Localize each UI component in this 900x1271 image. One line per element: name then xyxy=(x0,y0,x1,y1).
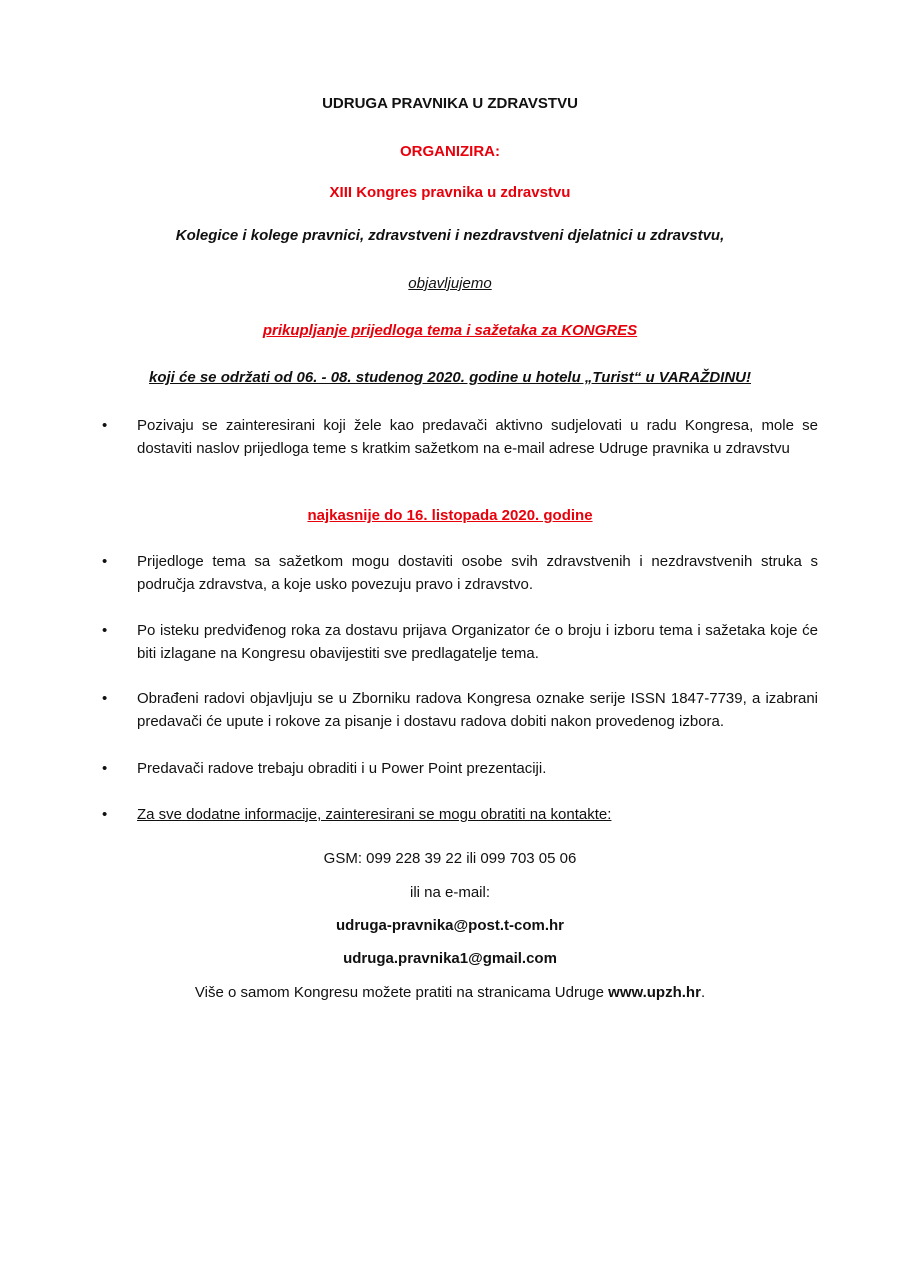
bullet-icon: • xyxy=(102,806,108,823)
list-item xyxy=(102,687,818,733)
bullet-icon: • xyxy=(102,760,108,777)
organizes-heading: ORGANIZIRA: xyxy=(400,143,500,160)
list-item-text: Pozivaju se zainteresirani koji žele kao predavači aktivno sudjelovati u radu Kongresa, mole se dostaviti naslov prijedloga teme s kratkim sažetkom na e-mail adrese Udruge pravnika u zdravstvu xyxy=(137,417,818,457)
more-info-text: Više o samom Kongresu možete pratiti na stranicama Udruge xyxy=(194,984,609,1001)
contact-gsm: GSM: 099 228 39 22 ili 099 703 05 06 xyxy=(323,850,577,867)
event-title: XIII Kongres pravnika u zdravstvu xyxy=(329,184,571,201)
contact-email-primary[interactable]: udruga-pravnika@post.t-com.hr xyxy=(336,917,564,934)
list-item xyxy=(102,803,818,826)
list-item-text: Predavači radove trebaju obraditi i u Power Point prezentaciji. xyxy=(137,760,547,777)
list-item-text: Obrađeni radovi objavljuju se u Zborniku radova Kongresa oznake serije ISSN 1847-7739, a izabrani predavači će upute i rokove za pisanje i dostavu radova dobiti nakon provedenog izbora. xyxy=(137,690,818,730)
more-info-line xyxy=(0,984,900,1002)
deadline-line: najkasnije do 16. listopada 2020. godine xyxy=(307,507,593,524)
website-link[interactable]: www.upzh.hr xyxy=(608,984,701,1001)
announce-line: objavljujemo xyxy=(408,275,492,292)
list-item xyxy=(102,414,818,460)
event-dates-line: koji će se održati od 06. - 08. studenog 2020. godine u hotelu „Turist“ u VARAŽDINU! xyxy=(148,369,752,386)
contact-email-intro: ili na e-mail: xyxy=(409,884,491,901)
bullet-icon: • xyxy=(102,553,108,570)
call-for-papers-line: prikupljanje prijedloga tema i sažetaka za KONGRES xyxy=(262,322,638,339)
greeting-line: Kolegice i kolege pravnici, zdravstveni i nezdravstveni djelatnici u zdravstvu, xyxy=(175,227,725,244)
organization-title: UDRUGA PRAVNIKA U ZDRAVSTVU xyxy=(322,95,578,112)
list-item xyxy=(102,550,818,596)
list-item-text: Po isteku predviđenog roka za dostavu prijava Organizator će o broju i izboru tema i sažetaka koje će biti izlagane na Kongresu obavijestiti sve predlagatelje tema. xyxy=(137,622,818,662)
list-item xyxy=(102,757,818,780)
bullet-icon: • xyxy=(102,417,108,434)
contact-email-secondary[interactable]: udruga.pravnika1@gmail.com xyxy=(343,950,557,967)
more-info-suffix: . xyxy=(700,984,706,1001)
bullet-icon: • xyxy=(102,690,108,707)
list-item-text: Prijedloge tema sa sažetkom mogu dostaviti osobe svih zdravstvenih i nezdravstvenih struka s područja zdravstva, a koje usko povezuju pravo i zdravstvo. xyxy=(137,553,818,593)
bullet-icon: • xyxy=(102,622,108,639)
list-item-text: Za sve dodatne informacije, zainteresirani se mogu obratiti na kontakte: xyxy=(137,806,612,823)
list-item xyxy=(102,619,818,665)
